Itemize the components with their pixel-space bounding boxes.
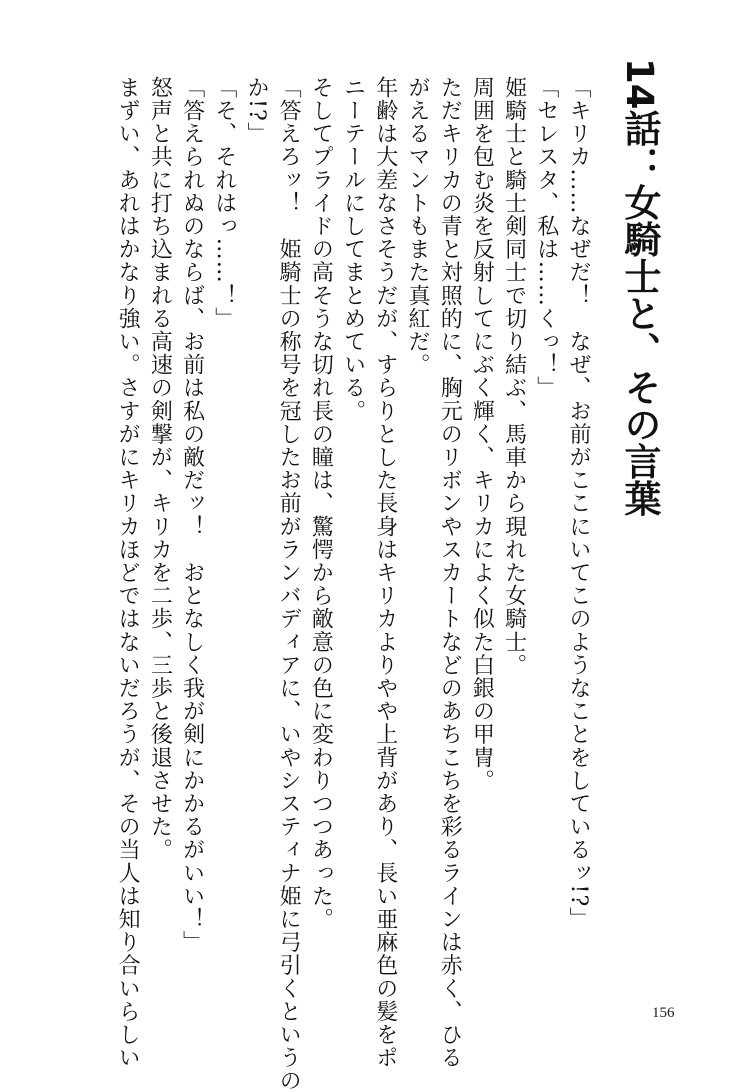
text-line: ニーテールにしてまとめている。: [340, 76, 366, 423]
page-number: 156: [652, 1005, 675, 1021]
text-line: 周囲を包む炎を反射してにぶく輝く、キリカによく似た白銀の甲冑。: [469, 76, 495, 793]
text-line: 「セレスタ、私は……くっ！」: [533, 76, 559, 400]
text-line: まずい、あれはかなり強い。さすがにキリカほどではないだろうが、その当人は知り合いらしい: [115, 76, 141, 1070]
text-line: がえるマントもまた真紅だ。: [404, 76, 430, 377]
text-line: か!?」: [243, 76, 269, 146]
body-text: [111, 76, 594, 1092]
text-line: 「答えろッ！ 姫騎士の称号を冠したお前がランバディアに、いやシスティナ姫に弓引くというの: [276, 76, 302, 1092]
text-line: ただキリカの青と対照的に、胸元のリボンやスカートなどのあちこちを彩るラインは赤く、ひる: [437, 76, 463, 1070]
text-line: 怒声と共に打ち込まれる高速の剣撃が、キリカを二歩、三歩と後退させた。: [147, 76, 173, 862]
text-line: 「そ、それはっ……！」: [211, 76, 237, 331]
chapter-title: 14話：女騎士と、その言葉: [618, 58, 661, 517]
text-line: 「キリカ……なぜだ！ なぜ、お前がここにいてこのようなことをしているッ!?」: [566, 76, 591, 931]
text-line: そしてプライドの高そうな切れ長の瞳は、驚愕から敵意の色に変わりつつあった。: [308, 76, 334, 931]
text-line: 「答えられぬのならば、お前は私の敵だッ！ おとなしく我が剣にかかるがいい！」: [179, 76, 205, 954]
text-line: 姫騎士と騎士剣同士で切り結ぶ、馬車から現れた女騎士。: [501, 76, 527, 677]
text-line: 年齢は大差なさそうだが、すらりとした長身はキリカよりやや上背があり、長い亜麻色の髪をポ: [372, 76, 398, 1070]
